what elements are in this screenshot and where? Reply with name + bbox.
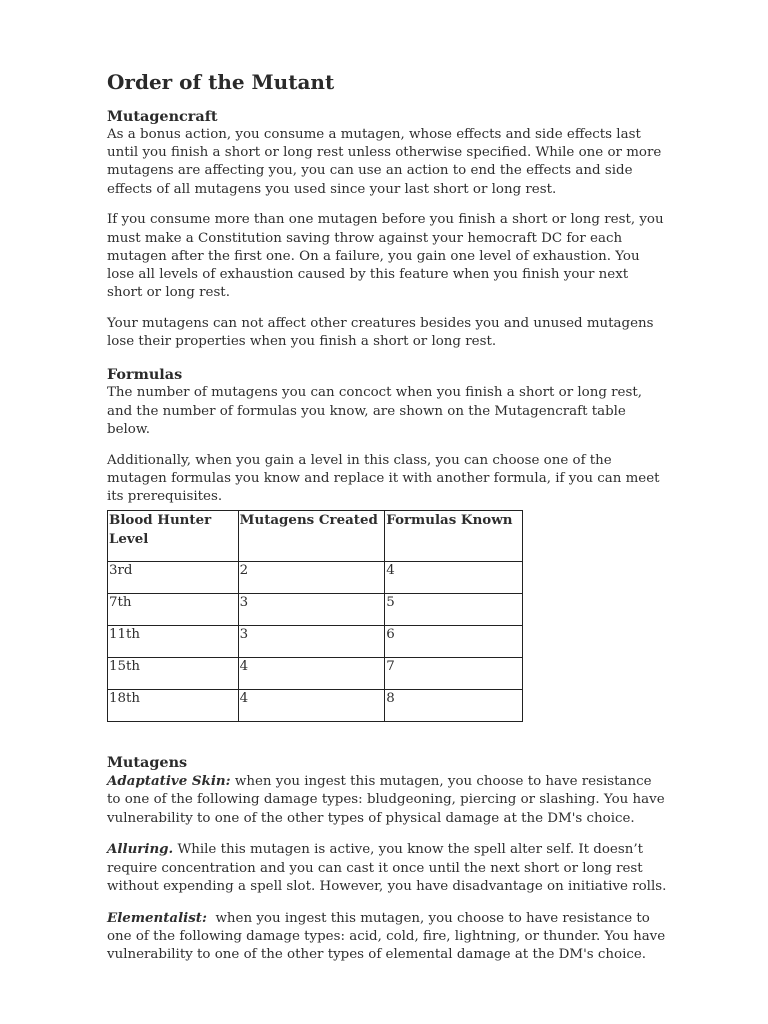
table-cell: 4 [385, 562, 523, 594]
table-cell: 4 [238, 658, 385, 690]
mutagen-entry [107, 772, 667, 828]
paragraph: As a bonus action, you consume a mutagen, whose effects and side effects last until you finish a short or long rest unless otherwise specified. While one or more mutagens are affecting you, you can use an action to end the effects and side effects of all mutagens you used since your last short or long rest. [107, 127, 662, 197]
table-row [108, 690, 523, 722]
table-row [108, 562, 523, 594]
paragraph: If you consume more than one mutagen before you finish a short or long rest, you must make a Constitution saving throw against your hemocraft DC for each mutagen after the first one. On a failure, you gain one level of exhaustion. You lose all levels of exhaustion caused by this feature when you finish your next short or long rest. [107, 212, 664, 301]
table-header-cell: Mutagens Created [238, 511, 385, 562]
mutagen-name: Elementalist: [107, 909, 207, 926]
mutagen-name: Alluring. [107, 841, 174, 858]
document-page [107, 70, 670, 977]
table-cell: 7 [385, 658, 523, 690]
mutagen-entry [107, 909, 670, 965]
mutagen-description: when you ingest this mutagen, you choose to have resistance to one of the following damage types: acid, cold, fire, lightning, or thunder. You have vulnerability to one of the other types of elemental damage at the DM's choice. [107, 910, 670, 963]
table-cell: 7th [108, 594, 239, 626]
table-cell: 8 [385, 690, 523, 722]
table-cell: 3 [238, 626, 385, 658]
table-row [108, 594, 523, 626]
section-heading-mutagens: Mutagens [107, 754, 188, 772]
table-cell: 18th [108, 690, 239, 722]
mutagen-name: Adaptative Skin: [107, 773, 231, 790]
table-cell: 2 [238, 562, 385, 594]
page-title: Order of the Mutant [107, 70, 335, 94]
section-heading-mutagencraft: Mutagencraft [107, 108, 218, 125]
table-header-cell: Formulas Known [385, 511, 523, 562]
mutagencraft-section [107, 108, 667, 351]
mutagen-description: when you ingest this mutagen, you choose to have resistance to one of the following damage types: bludgeoning, piercing or slashing. You have vulnerability to one of the other types of physical damage at the DM's choice. [107, 774, 665, 826]
mutagen-entry [107, 840, 667, 896]
formulas-section [107, 366, 667, 506]
table-header-row [108, 511, 523, 562]
paragraph: The number of mutagens you can concoct when you finish a short or long rest, and the number of formulas you know, are shown on the Mutagencraft table below. [107, 385, 642, 437]
table-cell: 6 [385, 626, 523, 658]
table-cell: 11th [108, 626, 239, 658]
section-heading-formulas: Formulas [107, 366, 183, 384]
paragraph: Additionally, when you gain a level in this class, you can choose one of the mutagen formulas you know and replace it with another formula, if you can meet its prerequisites. [107, 452, 660, 505]
mutagens-section [107, 754, 670, 964]
mutagen-description: While this mutagen is active, you know the spell alter self. It doesn’t require concentration and you can cast it once until the next short or long rest without expending a spell slot. However, you have disadvantage on initiative rolls. [107, 842, 667, 894]
table-row [108, 626, 523, 658]
table-row [108, 658, 523, 690]
table-header-cell: Blood Hunter Level [108, 511, 239, 562]
table-cell: 5 [385, 594, 523, 626]
mutagencraft-table [107, 510, 523, 722]
table-cell: 4 [238, 690, 385, 722]
paragraph: Your mutagens can not affect other creatures besides you and unused mutagens lose their properties when you finish a short or long rest. [107, 316, 654, 350]
table-cell: 3rd [108, 562, 239, 594]
table-cell: 3 [238, 594, 385, 626]
table-cell: 15th [108, 658, 239, 690]
